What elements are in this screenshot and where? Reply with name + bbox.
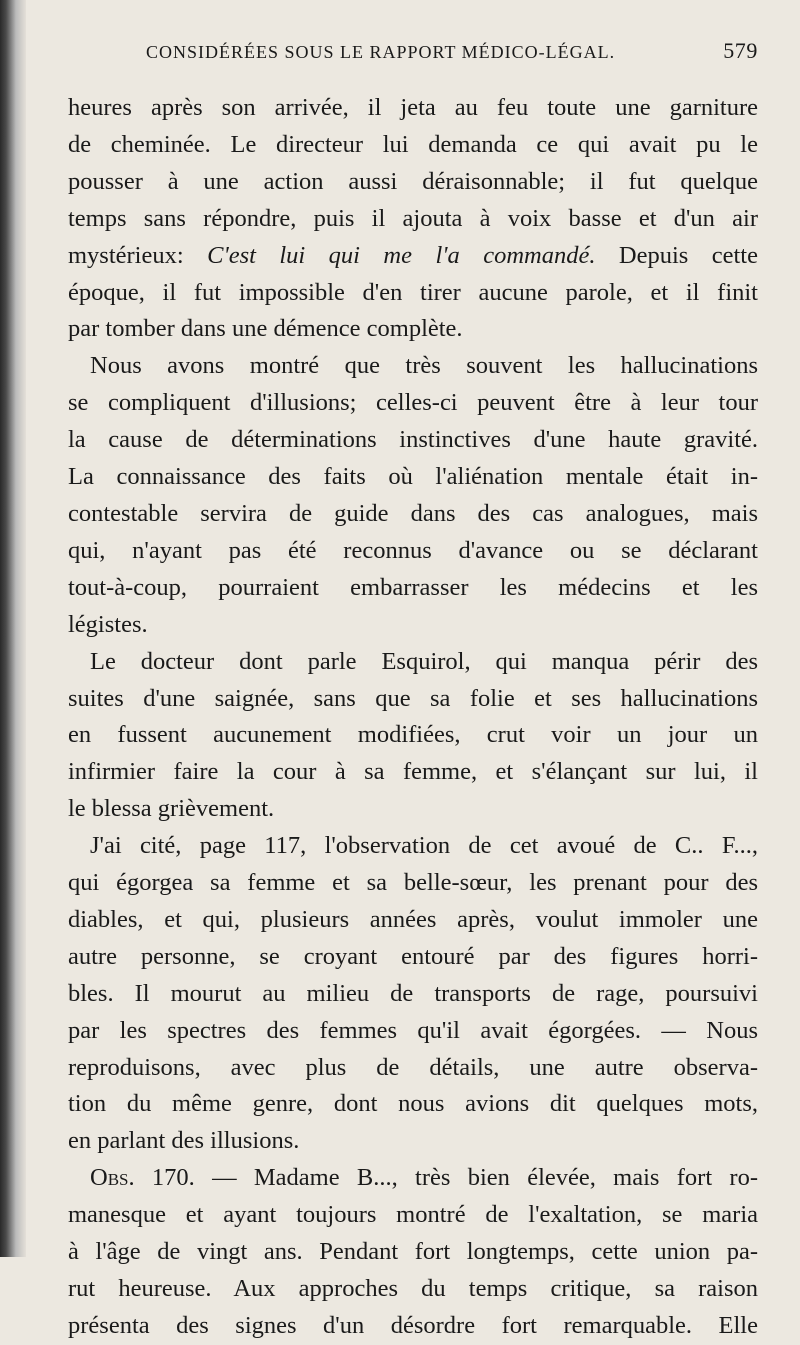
text-line: tion du même genre, dont nous avions dit quelques mots, bbox=[68, 1090, 758, 1118]
text-line: La connaissance des faits où l'aliénation mentale était in- bbox=[68, 463, 758, 491]
text-line: se compliquent d'illusions; celles-ci peuvent être à leur tour bbox=[68, 389, 758, 417]
text-line: manesque et ayant toujours montré de l'exaltation, se maria bbox=[68, 1201, 758, 1229]
text-line: rut heureuse. Aux approches du temps critique, sa raison bbox=[68, 1275, 758, 1302]
text-line: suites d'une saignée, sans que sa folie et ses hallucinations bbox=[68, 684, 758, 712]
book-binding-edge bbox=[0, 0, 26, 1257]
text-line: contestable servira de guide dans des cas analogues, mais bbox=[68, 499, 758, 527]
running-head bbox=[146, 38, 758, 64]
body-text bbox=[68, 90, 758, 1345]
text-line: reproduisons, avec plus de détails, une autre observa- bbox=[68, 1053, 758, 1081]
text-line: la cause de déterminations instinctives d'une haute gravité. bbox=[68, 426, 758, 454]
text-line: à l'âge de vingt ans. Pendant fort longtemps, cette union pa- bbox=[68, 1238, 758, 1266]
text-run: Depuis cette bbox=[595, 241, 758, 269]
italic-quote: C'est lui qui me l'a commandé. bbox=[207, 241, 596, 269]
text-line: temps sans répondre, puis il ajouta à voix basse et d'un air bbox=[68, 204, 758, 232]
text-line: heures après son arrivée, il jeta au feu toute une garniture bbox=[68, 94, 758, 121]
text-run: mystérieux: bbox=[68, 241, 208, 269]
text-line: présenta des signes d'un désordre fort remarquable. Elle bbox=[68, 1311, 758, 1339]
text-line: par tomber dans une démence complète. bbox=[68, 315, 463, 343]
text-line: Nous avons montré que très souvent les hallucinations bbox=[90, 352, 758, 380]
text-line: diables, et qui, plusieurs années après, voulut immoler une bbox=[68, 905, 758, 933]
text-line: qui, n'ayant pas été reconnus d'avance ou se déclarant bbox=[68, 536, 758, 564]
text-line: en fussent aucunement modifiées, crut voir un jour un bbox=[68, 721, 758, 749]
text-line: J'ai cité, page 117, l'observation de cet avoué de C.. F..., bbox=[90, 832, 758, 860]
text-line bbox=[68, 1160, 758, 1197]
text-line: autre personne, se croyant entouré par des figures horri- bbox=[68, 942, 758, 970]
text-line: Le docteur dont parle Esquirol, qui manqua périr des bbox=[90, 647, 758, 675]
text-line: qui égorgea sa femme et sa belle-sœur, les prenant pour des bbox=[68, 869, 758, 897]
text-line: époque, il fut impossible d'en tirer aucune parole, et il finit bbox=[68, 278, 758, 306]
running-head-title: CONSIDÉRÉES SOUS LE RAPPORT MÉDICO-LÉGAL. bbox=[146, 42, 616, 62]
text-line: tout-à-coup, pourraient embarrasser les médecins et les bbox=[68, 573, 758, 601]
book-page bbox=[68, 38, 758, 1345]
text-line: infirmier faire la cour à sa femme, et s'élançant sur lui, il bbox=[68, 758, 758, 786]
text-line: le blessa grièvement. bbox=[68, 795, 275, 823]
text-line: en parlant des illusions. bbox=[68, 1127, 300, 1155]
text-line: par les spectres des femmes qu'il avait égorgées. — Nous bbox=[68, 1016, 758, 1044]
observation-label: Obs. 170. bbox=[90, 1164, 195, 1192]
text-line: légistes. bbox=[68, 610, 148, 638]
text-line: de cheminée. Le directeur lui demanda ce qui avait pu le bbox=[68, 130, 758, 158]
text-line: bles. Il mourut au milieu de transports de rage, poursuivi bbox=[68, 979, 758, 1007]
text-line bbox=[68, 238, 758, 275]
page-number: 579 bbox=[723, 38, 758, 63]
text-run: — Madame B..., très bien élevée, mais fort ro- bbox=[194, 1164, 758, 1192]
text-line: pousser à une action aussi déraisonnable; il fut quelque bbox=[68, 167, 758, 195]
